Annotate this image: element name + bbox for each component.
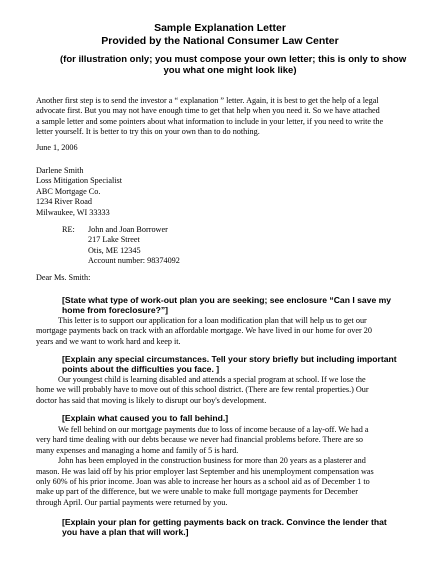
document-subtitle: Provided by the National Consumer Law Center <box>101 35 339 47</box>
body-line: very hard time dealing with our debts because we never had financial problems before. There are so <box>36 435 363 445</box>
re-line: Otis, ME 12345 <box>88 245 141 255</box>
body-line: mason. He was laid off by his prior employer last September and his unemployment compensation was <box>36 466 374 476</box>
salutation: Dear Ms. Smith: <box>36 273 91 282</box>
re-label: RE: <box>62 225 75 234</box>
body-line: This letter is to support our application for a loan modification plan that will help us to get our <box>58 316 367 325</box>
prompt-line: [Explain any special circumstances. Tell your story briefly but including important <box>62 354 397 364</box>
note-line: (for illustration only; you must compose your own letter; this is only to show <box>60 54 407 65</box>
re-line: John and Joan Borrower <box>88 225 168 234</box>
re-block <box>88 225 388 267</box>
intro-line: letter yourself. It is better to try this on your own than to do nothing. <box>36 127 260 137</box>
document-title: Sample Explanation Letter <box>154 22 286 34</box>
body-line: Our youngest child is learning disabled and attends a special program at school. If we lose the <box>58 375 366 384</box>
prompt-line: [Explain what caused you to fall behind.] <box>62 413 229 423</box>
intro-line: advocate first. But you may not have enough time to get that help when you need it. So we have attached <box>36 106 380 116</box>
section-prompt <box>62 413 408 423</box>
body-line: through April. Our partial payments were returned by you. <box>36 497 228 507</box>
recipient-line: Loss Mitigation Specialist <box>36 176 122 186</box>
body-line: John has been employed in the construction business for more than 20 years as a plasterer and <box>58 456 366 466</box>
intro-line: Another first step is to send the investor a “ explanation ” letter. Again, it is best to get the help of a legal <box>36 96 379 105</box>
prompt-line: [Explain your plan for getting payments back on track. Convince the lender that <box>62 517 387 527</box>
body-line: home we will probably have to move out of this school district. (There are few rental properties.) Our <box>36 385 369 395</box>
section-body <box>36 375 408 406</box>
illustration-note <box>60 54 407 76</box>
prompt-line: points about the difficulties you face. ] <box>62 364 220 374</box>
section-prompt <box>62 354 408 374</box>
body-line: We fell behind on our mortgage payments due to loss of income because of a lay-off. We had a <box>58 425 369 434</box>
intro-line: a sample letter and some pointers about what information to include in your letter, if you need to write the <box>36 116 384 126</box>
body-line: doctor has said that moving is likely to disrupt our boy's development. <box>36 395 267 405</box>
re-line: 217 Lake Street <box>88 235 140 245</box>
recipient-address <box>36 166 408 218</box>
section-body <box>36 425 408 508</box>
recipient-line: Darlene Smith <box>36 166 84 175</box>
prompt-line: home from foreclosure?”] <box>62 305 169 315</box>
recipient-line: 1234 River Road <box>36 197 92 207</box>
intro-paragraph <box>36 96 408 138</box>
recipient-line: ABC Mortgage Co. <box>36 186 101 196</box>
re-line: Account number: 98374092 <box>88 256 180 266</box>
body-line: make up part of the difference, but we were unable to make full mortgage payments for December <box>36 487 358 497</box>
recipient-line: Milwaukee, WI 33333 <box>36 207 110 217</box>
body-line: years and we want to work hard and keep it. <box>36 336 181 346</box>
letter-date: June 1, 2006 <box>36 143 78 152</box>
body-line: many expenses and managing a home and family of 5 is hard. <box>36 445 239 455</box>
section-body <box>36 316 408 347</box>
body-line: only 60% of his prior income. Joan was able to increase her hours as a school aid as of December 1 to <box>36 477 370 487</box>
note-line: you what one might look like) <box>163 65 297 76</box>
body-line: mortgage payments back on track with an affordable mortgage. We have lived in our home for over 20 <box>36 326 372 336</box>
section-prompt <box>62 517 408 537</box>
section-prompt <box>62 295 408 315</box>
prompt-line: [State what type of work-out plan you are seeking; see enclosure “Can I save my <box>62 295 392 305</box>
prompt-line: you have a plan that will work.] <box>62 527 189 537</box>
